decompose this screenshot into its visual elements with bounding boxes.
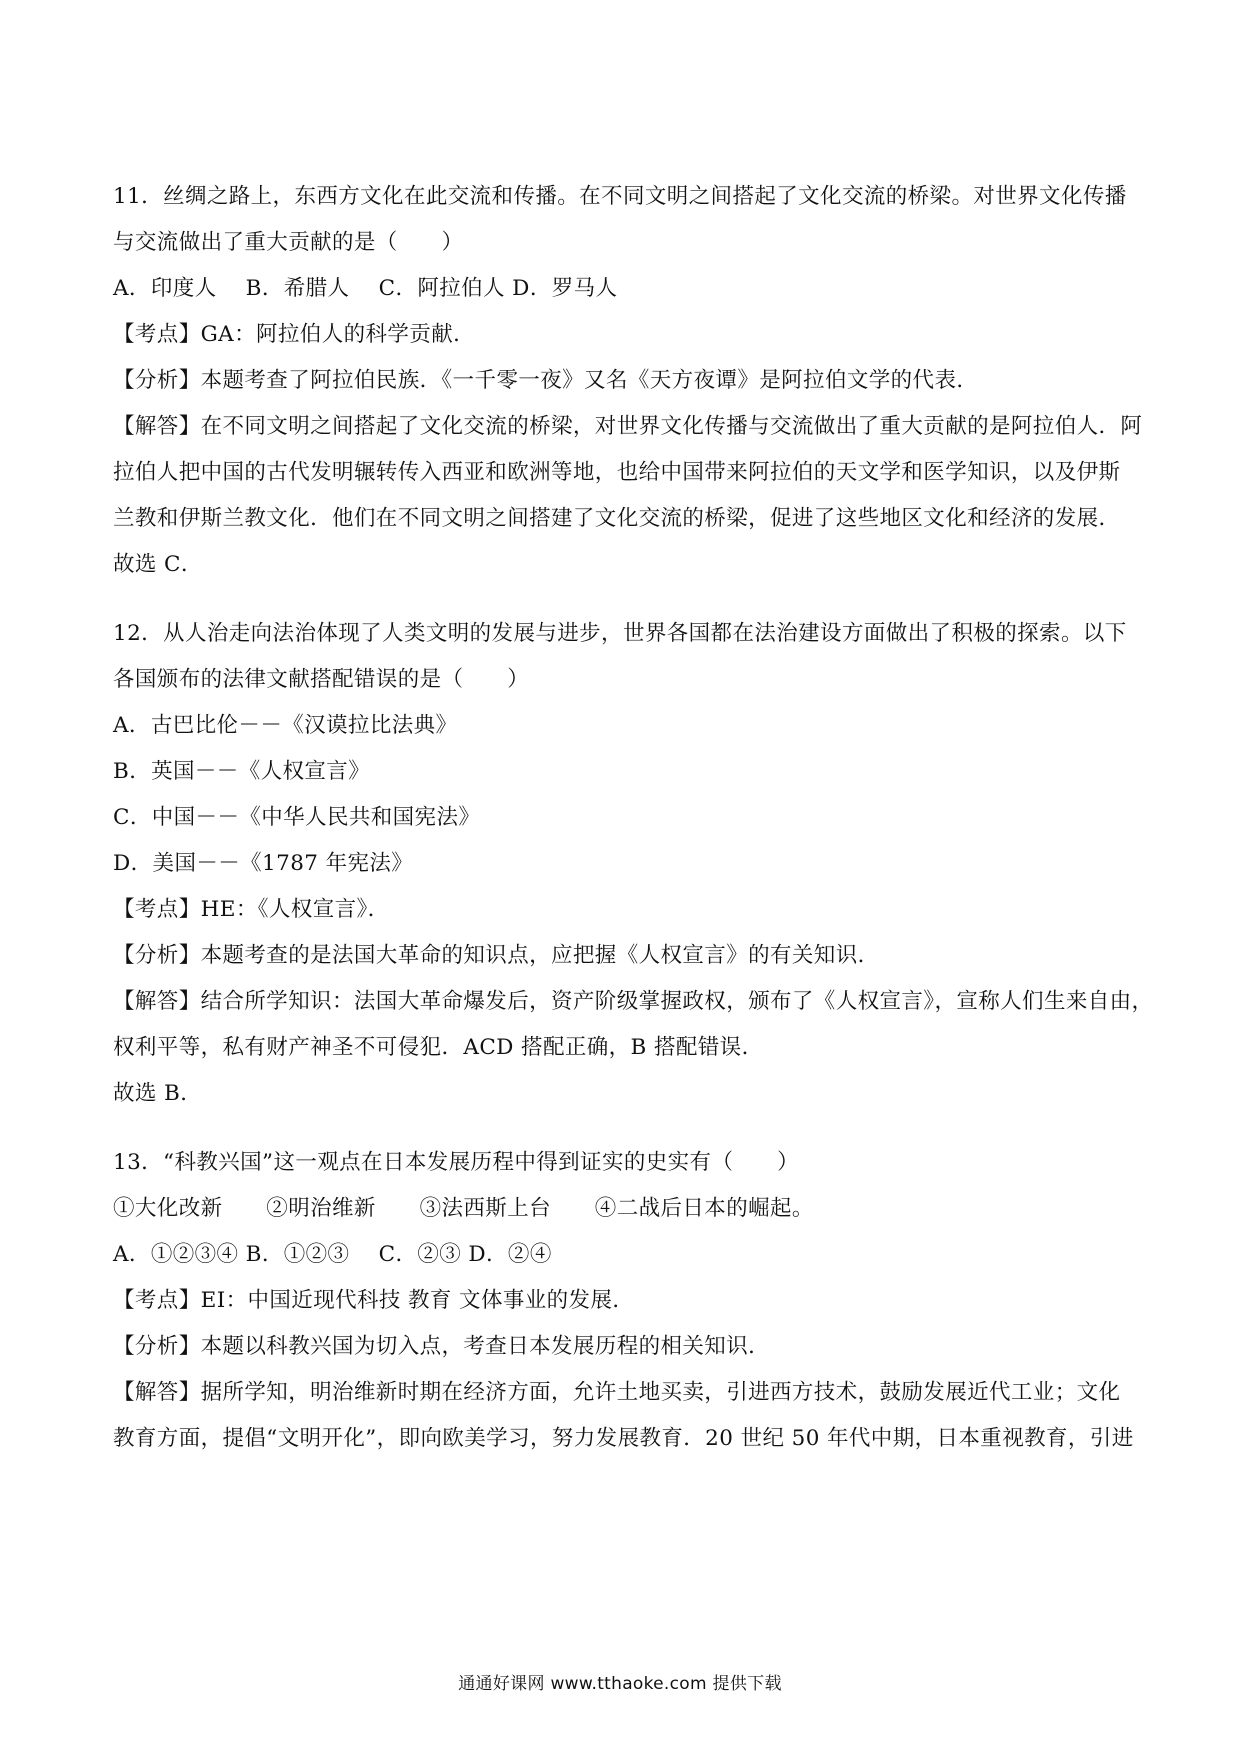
q12-option-d: D．美国－－《1787 年宪法》	[113, 851, 414, 876]
q11-stem-line-1: 11．丝绸之路上，东西方文化在此交流和传播。在不同文明之间搭起了文化交流的桥梁。对世界文化传播	[113, 184, 1127, 209]
q12-stem-line-2: 各国颁布的法律文献搭配错误的是（ ）	[113, 667, 530, 692]
q12-option-b: B．英国－－《人权宣言》	[113, 759, 371, 784]
q11-stem-line-2: 与交流做出了重大贡献的是（ ）	[113, 230, 464, 255]
q11-jieda-line-1: 【解答】在不同文明之间搭起了文化交流的桥梁，对世界文化传播与交流做出了重大贡献的是阿拉伯人．阿	[113, 414, 1143, 439]
q11-answer: 故选 C．	[113, 552, 203, 577]
q12-option-c: C．中国－－《中华人民共和国宪法》	[113, 805, 481, 830]
q13-options: A．①②③④ B．①②③ C．②③ D．②④	[113, 1242, 552, 1267]
page-footer: 通通好课网 www.tthaoke.com 提供下载	[458, 1674, 782, 1694]
q12-kaodian: 【考点】HE：《人权宣言》．	[113, 897, 390, 922]
q11-options: A．印度人 B．希腊人 C．阿拉伯人 D．罗马人	[113, 276, 618, 301]
q13-jieda-line-2: 教育方面，提倡“文明开化”，即向欧美学习，努力发展教育．20 世纪 50 年代中期，日本重视教育，引进	[113, 1426, 1134, 1451]
q11-jieda-line-3: 兰教和伊斯兰教文化．他们在不同文明之间搭建了文化交流的桥梁，促进了这些地区文化和经济的发展．	[113, 506, 1121, 531]
q12-stem-line-1: 12．从人治走向法治体现了人类文明的发展与进步，世界各国都在法治建设方面做出了积极的探索。以下	[113, 621, 1127, 646]
q12-answer: 故选 B．	[113, 1081, 203, 1106]
q11-fenxi: 【分析】本题考查了阿拉伯民族．《一千零一夜》又名《天方夜谭》是阿拉伯文学的代表．	[113, 368, 979, 393]
q12-fenxi: 【分析】本题考查的是法国大革命的知识点，应把握《人权宣言》的有关知识．	[113, 943, 880, 968]
q13-fenxi: 【分析】本题以科教兴国为切入点，考查日本发展历程的相关知识．	[113, 1334, 771, 1359]
q13-jieda-line-1: 【解答】据所学知，明治维新时期在经济方面，允许土地买卖，引进西方技术，鼓励发展近代工业；文化	[113, 1380, 1121, 1405]
q12-option-a: A．古巴比伦－－《汉谟拉比法典》	[113, 713, 458, 738]
q11-kaodian: 【考点】GA：阿拉伯人的科学贡献．	[113, 322, 476, 347]
q13-items: ①大化改新 ②明治维新 ③法西斯上台 ④二战后日本的崛起。	[113, 1196, 814, 1221]
q13-kaodian: 【考点】EI：中国近现代科技 教育 文体事业的发展．	[113, 1288, 635, 1313]
q11-jieda-line-2: 拉伯人把中国的古代发明辗转传入西亚和欧洲等地，也给中国带来阿拉伯的天文学和医学知识，以及伊斯	[113, 460, 1121, 485]
q12-jieda-line-1: 【解答】结合所学知识：法国大革命爆发后，资产阶级掌握政权，颁布了《人权宣言》，宣称人们生来自由，	[113, 989, 1154, 1014]
q13-stem: 13．“科教兴国”这一观点在日本发展历程中得到证实的史实有（ ）	[113, 1150, 800, 1175]
q12-jieda-line-2: 权利平等，私有财产神圣不可侵犯．ACD 搭配正确，B 搭配错误．	[113, 1035, 764, 1060]
